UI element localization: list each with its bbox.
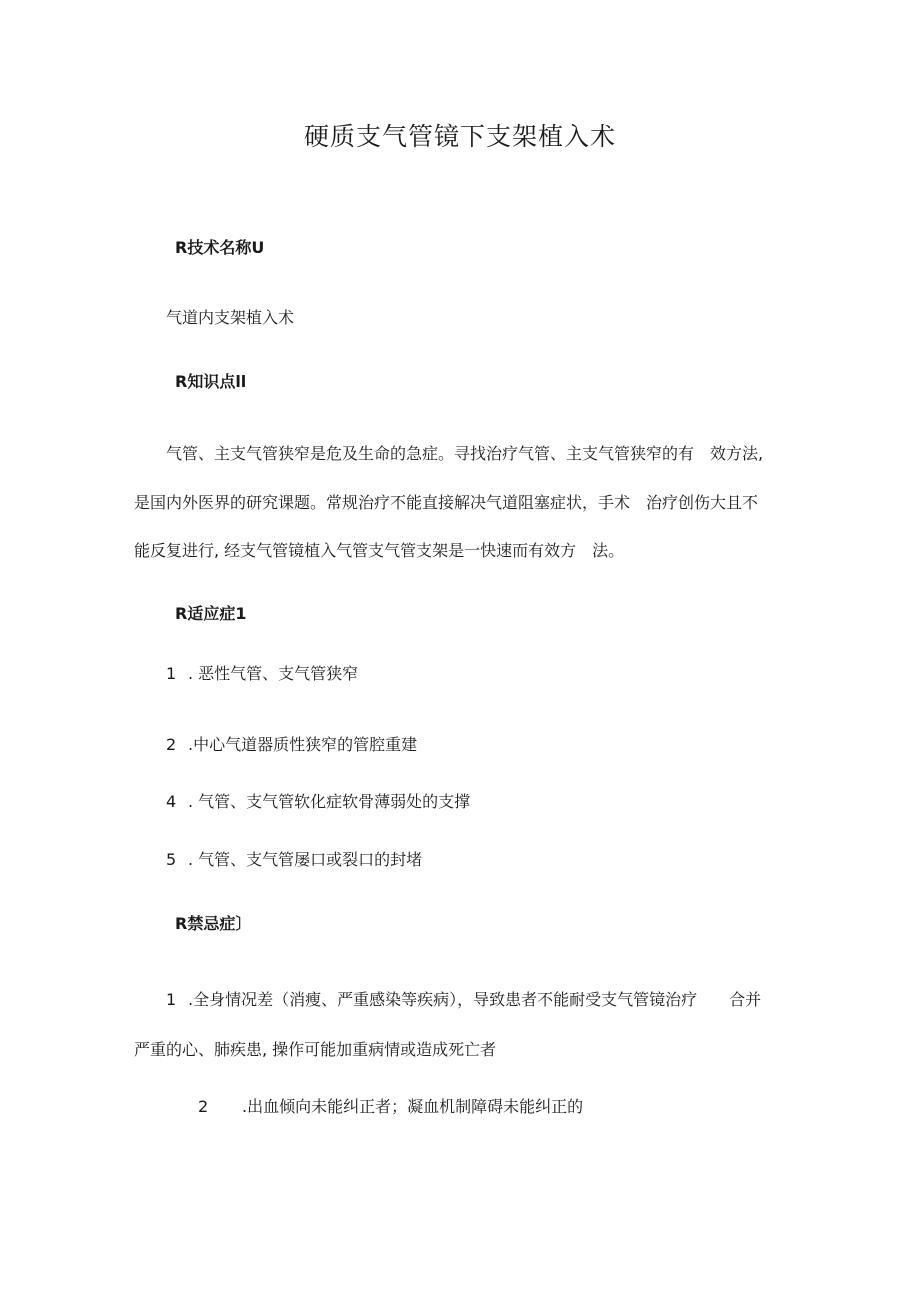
contraindication-item bbox=[166, 990, 761, 1010]
contraindication-number: 2 bbox=[198, 1097, 209, 1116]
knowledge-line-3: 能反复进行, 经支气管镜植入气管支气管支架是一快速而有效方 法。 bbox=[134, 541, 625, 560]
contraindication-continuation: 严重的心、肺疾患, 操作可能加重病情或造成死亡者 bbox=[134, 1040, 497, 1059]
indication-item bbox=[166, 735, 417, 755]
section-heading-contraindications: R禁忌症〕 bbox=[175, 914, 252, 933]
contraindication-item bbox=[198, 1097, 583, 1117]
document-title: 硬质支气管镜下支架植入术 bbox=[303, 122, 616, 151]
indication-text: . 恶性气管、支气管狭窄 bbox=[188, 664, 359, 683]
indication-text: .中心气道器质性狭窄的管腔重建 bbox=[188, 735, 418, 754]
indication-number: 5 bbox=[166, 850, 177, 869]
indication-number: 2 bbox=[166, 735, 177, 754]
section-heading-knowledge: R知识点ll bbox=[175, 372, 247, 391]
indication-item bbox=[166, 792, 470, 812]
indication-text: . 气管、支气管软化症软骨薄弱处的支撑 bbox=[188, 792, 471, 811]
knowledge-line-2: 是国内外医界的研究课题。常规治疗不能直接解决气道阻塞症状，手术 治疗创伤大且不 bbox=[134, 493, 759, 512]
contraindication-text: .全身情况差（消瘦、严重感染等疾病），导致患者不能耐受支气管镜治疗 合并 bbox=[188, 990, 762, 1009]
section-heading-technique-name: R技术名称U bbox=[175, 238, 265, 257]
technique-name-text: 气道内支架植入术 bbox=[166, 308, 295, 327]
indication-number: 1 bbox=[166, 664, 177, 683]
indication-item bbox=[166, 664, 358, 684]
indication-item bbox=[166, 850, 422, 870]
contraindication-text: .出血倾向未能纠正者；凝血机制障碍未能纠正的 bbox=[242, 1097, 584, 1116]
section-heading-indications: R适应症1 bbox=[175, 604, 247, 623]
contraindication-number: 1 bbox=[166, 990, 177, 1009]
knowledge-line-1: 气管、主支气管狭窄是危及生命的急症。寻找治疗气管、主支气管狭窄的有 效方法, bbox=[166, 444, 764, 463]
indication-text: . 气管、支气管屡口或裂口的封堵 bbox=[188, 850, 423, 869]
indication-number: 4 bbox=[166, 792, 177, 811]
